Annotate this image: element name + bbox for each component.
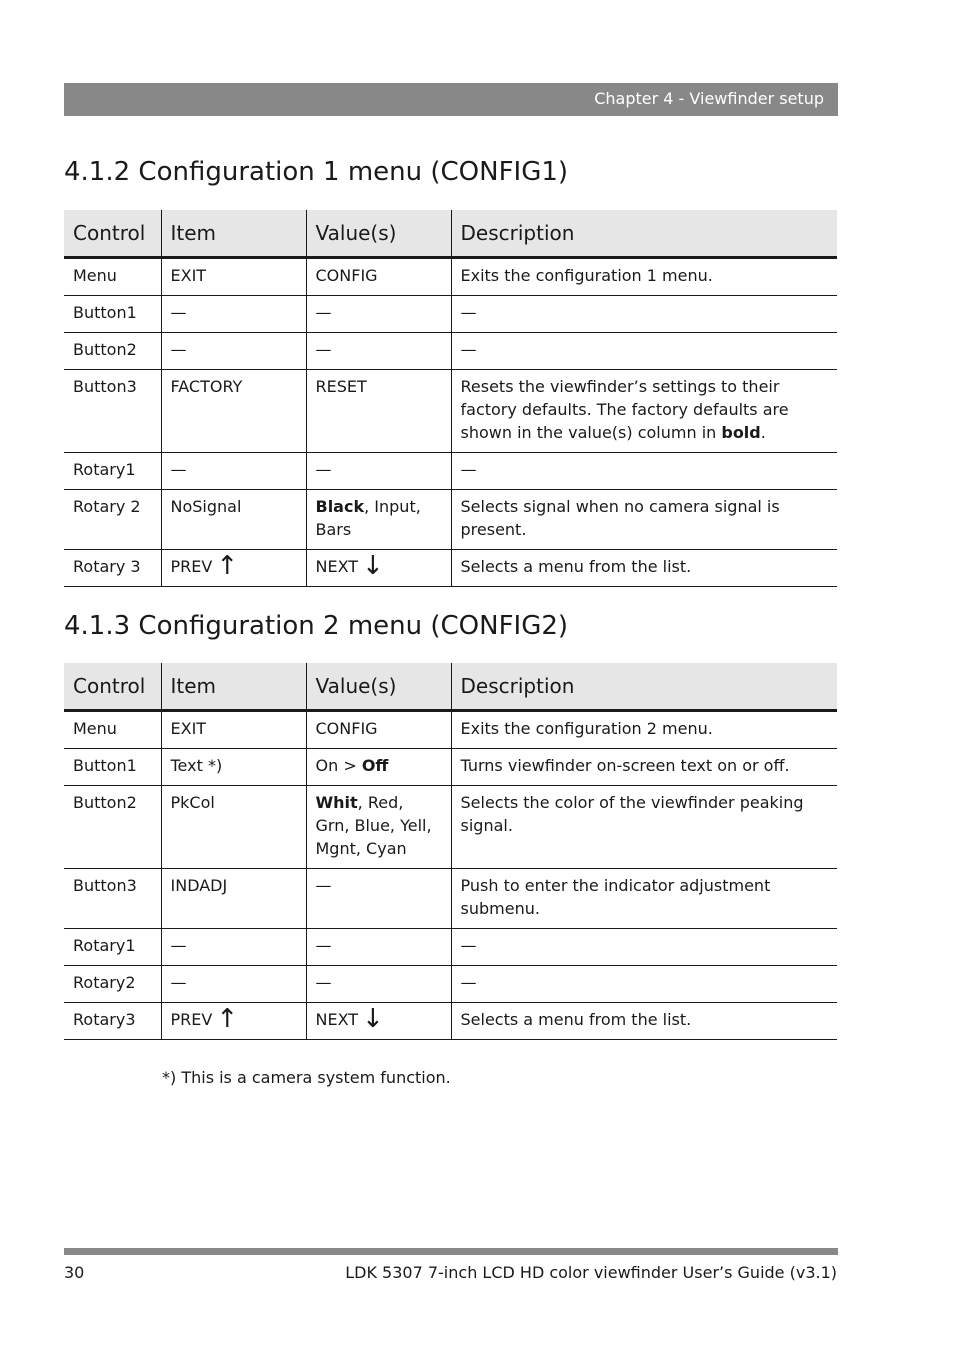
column-header-control: Control	[64, 663, 161, 711]
cell-control: Button3	[64, 370, 161, 453]
cell-description: Exits the configuration 1 menu.	[451, 258, 837, 296]
cell-values: —	[306, 966, 451, 1003]
cell-description: Exits the configuration 2 menu.	[451, 711, 837, 749]
cell-description: —	[451, 966, 837, 1003]
cell-item: Text *)	[161, 749, 306, 786]
cell-values	[306, 786, 451, 869]
cell-control: Rotary 3	[64, 550, 161, 587]
column-header-control: Control	[64, 210, 161, 258]
cell-control: Rotary1	[64, 929, 161, 966]
cell-description: —	[451, 453, 837, 490]
arrow-up-icon: ↑	[216, 1004, 239, 1034]
cell-control: Button1	[64, 296, 161, 333]
table-row	[64, 296, 837, 333]
footer-bar	[64, 1248, 838, 1255]
footnote: *) This is a camera system function.	[162, 1068, 451, 1087]
table-row	[64, 749, 837, 786]
table-row	[64, 370, 837, 453]
cell-control: Menu	[64, 711, 161, 749]
cell-description: Selects a menu from the list.	[451, 1003, 837, 1040]
cell-values	[306, 490, 451, 550]
guide-title: LDK 5307 7-inch LCD HD color viewfinder User’s Guide (v3.1)	[345, 1263, 837, 1282]
cell-control: Rotary2	[64, 966, 161, 1003]
chapter-title: Chapter 4 - Viewfinder setup	[594, 89, 824, 108]
cell-values: CONFIG	[306, 258, 451, 296]
cell-item	[161, 1003, 306, 1040]
cell-description: —	[451, 333, 837, 370]
cell-item: —	[161, 333, 306, 370]
cell-item: —	[161, 966, 306, 1003]
other-values: , Red, Grn, Blue, Yell, Mgnt, Cyan	[315, 793, 432, 858]
arrow-up-icon: ↑	[216, 551, 239, 581]
cell-control: Button2	[64, 786, 161, 869]
cell-values: —	[306, 333, 451, 370]
cell-item: INDADJ	[161, 869, 306, 929]
table-header-row	[64, 210, 837, 258]
cell-description: —	[451, 296, 837, 333]
description-end: .	[760, 423, 766, 442]
column-header-item: Item	[161, 663, 306, 711]
cell-description: —	[451, 929, 837, 966]
cell-control: Rotary 2	[64, 490, 161, 550]
section-title-config2: 4.1.3 Configuration 2 menu (CONFIG2)	[64, 611, 569, 641]
column-header-item: Item	[161, 210, 306, 258]
column-header-values: Value(s)	[306, 663, 451, 711]
config1-table	[64, 210, 837, 587]
values-text: NEXT	[315, 557, 359, 576]
description-text: Resets the viewfinder’s settings to their factory defaults. The factory defaults are shown in the value(s) column in	[460, 377, 789, 442]
table-row	[64, 258, 837, 296]
values-text: NEXT	[315, 1010, 359, 1029]
cell-description: Selects the color of the viewfinder peaking signal.	[451, 786, 837, 869]
table-row	[64, 966, 837, 1003]
cell-control: Rotary3	[64, 1003, 161, 1040]
default-value: Off	[361, 756, 389, 775]
page-number: 30	[64, 1263, 85, 1282]
cell-control: Button3	[64, 869, 161, 929]
table-row	[64, 1003, 837, 1040]
cell-values: CONFIG	[306, 711, 451, 749]
column-header-values: Value(s)	[306, 210, 451, 258]
cell-item: FACTORY	[161, 370, 306, 453]
column-header-description: Description	[451, 210, 837, 258]
item-text: PREV	[170, 557, 213, 576]
cell-item: PkCol	[161, 786, 306, 869]
cell-control: Button1	[64, 749, 161, 786]
cell-values	[306, 1003, 451, 1040]
values-text: On >	[315, 756, 362, 775]
column-header-description: Description	[451, 663, 837, 711]
cell-values: —	[306, 453, 451, 490]
table-row	[64, 869, 837, 929]
cell-description: Turns viewfinder on-screen text on or off.	[451, 749, 837, 786]
cell-description: Selects a menu from the list.	[451, 550, 837, 587]
cell-description: Push to enter the indicator adjustment submenu.	[451, 869, 837, 929]
cell-item	[161, 550, 306, 587]
cell-item: —	[161, 296, 306, 333]
cell-item: EXIT	[161, 711, 306, 749]
cell-values: RESET	[306, 370, 451, 453]
default-value: Whit	[315, 793, 358, 812]
config2-table	[64, 663, 837, 1040]
other-values: , Input, Bars	[315, 497, 421, 539]
item-text: PREV	[170, 1010, 213, 1029]
cell-values	[306, 550, 451, 587]
cell-values: —	[306, 869, 451, 929]
cell-item: NoSignal	[161, 490, 306, 550]
cell-values: —	[306, 929, 451, 966]
cell-item: —	[161, 453, 306, 490]
cell-control: Rotary1	[64, 453, 161, 490]
bold-word: bold	[721, 423, 761, 442]
cell-description: Selects signal when no camera signal is present.	[451, 490, 837, 550]
cell-values: —	[306, 296, 451, 333]
section-title-config1: 4.1.2 Configuration 1 menu (CONFIG1)	[64, 157, 569, 187]
table-row	[64, 490, 837, 550]
cell-description	[451, 370, 837, 453]
cell-item: EXIT	[161, 258, 306, 296]
cell-control: Button2	[64, 333, 161, 370]
table-row	[64, 929, 837, 966]
cell-control: Menu	[64, 258, 161, 296]
table-row	[64, 453, 837, 490]
arrow-down-icon: ↓	[362, 1004, 384, 1034]
table-row	[64, 786, 837, 869]
default-value: Black	[315, 497, 365, 516]
cell-values	[306, 749, 451, 786]
table-row	[64, 711, 837, 749]
cell-item: —	[161, 929, 306, 966]
arrow-down-icon: ↓	[362, 551, 384, 581]
table-row	[64, 550, 837, 587]
table-header-row	[64, 663, 837, 711]
chapter-header-bar	[64, 83, 838, 116]
table-row	[64, 333, 837, 370]
